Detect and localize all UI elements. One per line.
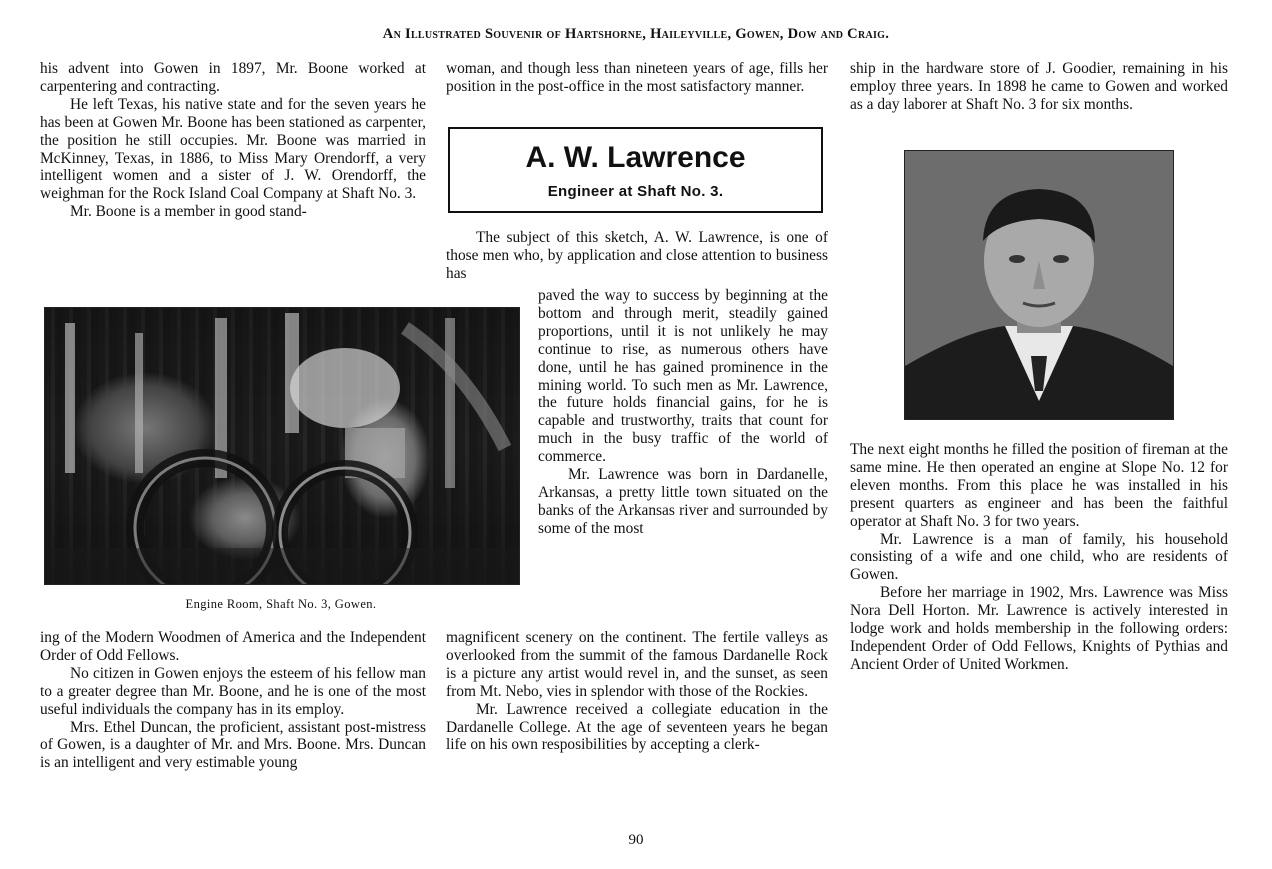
paragraph: Before her marriage in 1902, Mrs. Lawrence was Miss Nora Dell Horton. Mr. Lawrence is actively interested in lodge work and holds membership in the following orders: Independent Order of Odd Fellows, Knights of Pythias and Ancient Order of United Workmen. (850, 584, 1228, 673)
paragraph: magnificent scenery on the continent. The fertile valleys as overlooked from the summit of the famous Dardanelle Rock is a picture any artist would revel in, and the sunset, as seen from Mt. Nebo, vies in splendor with those of the Rockies. (446, 629, 828, 700)
article-title-box (448, 127, 823, 213)
paragraph: The subject of this sketch, A. W. Lawrence, is one of those men who, by application and close attention to business has (446, 229, 828, 282)
paragraph: Mr. Lawrence is a man of family, his household consisting of a wife and one child, who are residents of Gowen. (850, 530, 1228, 584)
paragraph: Mrs. Ethel Duncan, the proficient, assistant post-mistress of Gowen, is a daughter of Mr. and Mrs. Boone. Mrs. Duncan is an intelligent and very estimable young (40, 718, 426, 772)
article-subtitle: Engineer at Shaft No. 3. (547, 183, 724, 200)
portrait-photo (904, 150, 1174, 420)
paragraph: paved the way to success by beginning at the bottom and through merit, steadily gained proportions, until it is not unlikely he may continue to rise, as numerous others have done, until he has gained prominence in the mining world. To such men as Mr. Lawrence, the future holds financial gains, for he is capable and trustworthy, traits that count for much in the busy traffic of the world of commerce. (538, 287, 828, 466)
paragraph: Mr. Lawrence received a collegiate education in the Dardanelle College. At the age of seventeen years he began life on his own resposibilities by accepting a clerk- (446, 700, 828, 754)
column-2-wrapped-text (538, 287, 828, 538)
page-header: An Illustrated Souvenir of Hartshorne, Haileyville, Gowen, Dow and Craig. (382, 26, 890, 42)
paragraph: woman, and though less than nineteen years of age, fills her position in the post-office in the most satisfactory manner. (446, 60, 828, 95)
column-3-top (850, 60, 1228, 114)
column-1-top (40, 60, 426, 221)
column-2-bottom (446, 629, 828, 754)
paragraph: The next eight months he filled the position of fireman at the same mine. He then operated an engine at Slope No. 12 for eleven months. From this place he was installed in his present quarters as engineer and has been the faithful operator at Shaft No. 3 for two years. (850, 441, 1228, 530)
paragraph: Mr. Lawrence was born in Dardanelle, Arkansas, a pretty little town situated on the banks of the Arkansas river and surrounded by some of the most (538, 466, 828, 537)
paragraph: No citizen in Gowen enjoys the esteem of his fellow man to a greater degree than Mr. Boone, and he is one of the most useful individuals the company has in its employ. (40, 664, 426, 718)
column-2-top (446, 60, 828, 96)
paragraph: his advent into Gowen in 1897, Mr. Boone worked at carpentering and contracting. (40, 60, 426, 95)
paragraph: ing of the Modern Woodmen of America and the Independent Order of Odd Fellows. (40, 629, 426, 664)
paragraph: Mr. Boone is a member in good stand- (70, 203, 307, 221)
column-2-intro (446, 229, 828, 283)
photo-caption: Engine Room, Shaft No. 3, Gowen. (185, 597, 377, 611)
paragraph: He left Texas, his native state and for the seven years he has been at Gowen Mr. Boone has been stationed as carpenter, the position he still occupies. Mr. Boone was married in McKinney, Texas, in 1886, to Miss Mary Orendorff, a very intelligent women and a sister of J. W. Orendorff, the weighman for the Rock Island Coal Company at Shaft No. 3. (40, 95, 426, 203)
paragraph: ship in the hardware store of J. Goodier, remaining in his employ three years. In 1898 he came to Gowen and worked as a day laborer at Shaft No. 3 for six months. (850, 60, 1228, 113)
column-3-bottom (850, 441, 1228, 674)
page-number: 90 (628, 832, 644, 848)
column-1-bottom (40, 629, 426, 772)
article-title: A. W. Lawrence (525, 141, 746, 174)
engine-room-photo (44, 307, 520, 585)
